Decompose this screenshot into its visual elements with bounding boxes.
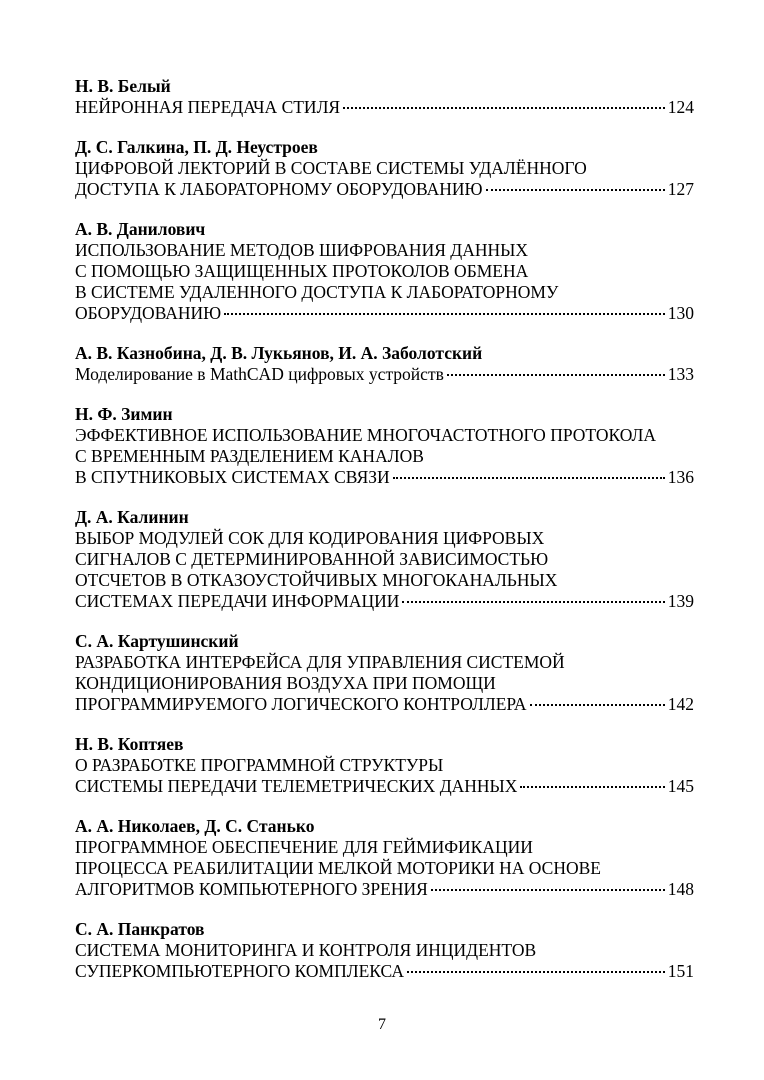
toc-entry-title-line: ВЫБОР МОДУЛЕЙ СОК ДЛЯ КОДИРОВАНИЯ ЦИФРОВЫХ <box>75 528 545 548</box>
toc-entry-title-line: НЕЙРОННАЯ ПЕРЕДАЧА СТИЛЯ <box>75 97 341 117</box>
toc-entry-title-line: ДОСТУПА К ЛАБОРАТОРНОМУ ОБОРУДОВАНИЮ <box>75 179 483 199</box>
toc-entry-title-line: В СПУТНИКОВЫХ СИСТЕМАХ СВЯЗИ <box>75 467 390 487</box>
toc-entry-last-line <box>75 879 694 900</box>
toc-entry <box>75 404 694 488</box>
toc-entry-authors: А. В. Данилович <box>75 219 206 239</box>
toc-entry-title-line: ПРОЦЕССА РЕАБИЛИТАЦИИ МЕЛКОЙ МОТОРИКИ НА ОСНОВЕ <box>75 858 601 878</box>
toc-entry-page-number: 127 <box>667 179 694 199</box>
toc-entry-title-line: С ПОМОЩЬЮ ЗАЩИЩЕННЫХ ПРОТОКОЛОВ ОБМЕНА <box>75 261 529 281</box>
toc-entry-authors: Д. А. Калинин <box>75 507 189 527</box>
toc-entry <box>75 343 694 385</box>
dot-leader <box>343 107 665 109</box>
toc-entry-authors: С. А. Картушинский <box>75 631 239 651</box>
toc-entry-title-line: С ВРЕМЕННЫМ РАЗДЕЛЕНИЕМ КАНАЛОВ <box>75 446 424 466</box>
toc-entry <box>75 631 694 715</box>
toc-entry-page-number: 130 <box>667 303 694 323</box>
toc-entry-title-line: ЭФФЕКТИВНОЕ ИСПОЛЬЗОВАНИЕ МНОГОЧАСТОТНОГО ПРОТОКОЛА <box>75 425 657 445</box>
toc-entry-title-line: АЛГОРИТМОВ КОМПЬЮТЕРНОГО ЗРЕНИЯ <box>75 879 428 899</box>
dot-leader <box>520 786 664 788</box>
toc-entry-page-number: 151 <box>667 961 694 981</box>
toc-entry-authors: Н. В. Белый <box>75 76 171 96</box>
dot-leader <box>530 704 665 706</box>
dot-leader <box>402 601 664 603</box>
toc-entry <box>75 219 694 324</box>
toc-entry-title-line: СУПЕРКОМПЬЮТЕРНОГО КОМПЛЕКСА <box>75 961 404 981</box>
toc-entry <box>75 919 694 982</box>
dot-leader <box>407 971 665 973</box>
toc-entry-title-line: СИГНАЛОВ С ДЕТЕРМИНИРОВАННОЙ ЗАВИСИМОСТЬЮ <box>75 549 549 569</box>
table-of-contents <box>75 76 694 1001</box>
toc-entry-authors: А. В. Казнобина, Д. В. Лукьянов, И. А. Заболотский <box>75 343 483 363</box>
toc-entry-last-line <box>75 97 694 118</box>
dot-leader <box>393 477 665 479</box>
toc-entry-last-line <box>75 303 694 324</box>
toc-entry-title-line: ОБОРУДОВАНИЮ <box>75 303 222 323</box>
toc-entry-page-number: 145 <box>667 776 694 796</box>
page-number: 7 <box>378 1016 386 1033</box>
toc-entry-last-line <box>75 776 694 797</box>
toc-entry-title-line: СИСТЕМА МОНИТОРИНГА И КОНТРОЛЯ ИНЦИДЕНТОВ <box>75 940 537 960</box>
toc-entry <box>75 507 694 612</box>
toc-entry-last-line <box>75 467 694 488</box>
toc-entry-page-number: 139 <box>667 591 694 611</box>
toc-entry-page-number: 133 <box>667 364 694 384</box>
dot-leader <box>224 313 665 315</box>
toc-entry-last-line <box>75 179 694 200</box>
toc-entry-last-line <box>75 591 694 612</box>
toc-entry-last-line <box>75 364 694 385</box>
toc-entry-title-line: ОТСЧЕТОВ В ОТКАЗОУСТОЙЧИВЫХ МНОГОКАНАЛЬНЫХ <box>75 570 558 590</box>
toc-entry-page-number: 148 <box>667 879 694 899</box>
toc-entry-page-number: 136 <box>667 467 694 487</box>
dot-leader <box>486 189 665 191</box>
toc-entry-last-line <box>75 694 694 715</box>
toc-entry-title-line: ИСПОЛЬЗОВАНИЕ МЕТОДОВ ШИФРОВАНИЯ ДАННЫХ <box>75 240 529 260</box>
toc-entry-page-number: 142 <box>667 694 694 714</box>
toc-entry-title-line: КОНДИЦИОНИРОВАНИЯ ВОЗДУХА ПРИ ПОМОЩИ <box>75 673 496 693</box>
toc-entry-authors: Д. С. Галкина, П. Д. Неустроев <box>75 137 318 157</box>
toc-entry-title-line: ЦИФРОВОЙ ЛЕКТОРИЙ В СОСТАВЕ СИСТЕМЫ УДАЛЁННОГО <box>75 158 587 178</box>
toc-entry-last-line <box>75 961 694 982</box>
toc-entry-title-line: О РАЗРАБОТКЕ ПРОГРАММНОЙ СТРУКТУРЫ <box>75 755 444 775</box>
toc-entry-authors: Н. Ф. Зимин <box>75 404 173 424</box>
toc-entry <box>75 76 694 118</box>
toc-entry-authors: С. А. Панкратов <box>75 919 205 939</box>
toc-entry-authors: А. А. Николаев, Д. С. Станько <box>75 816 315 836</box>
toc-entry <box>75 734 694 797</box>
toc-entry <box>75 137 694 200</box>
toc-entry-page-number: 124 <box>667 97 694 117</box>
toc-entry <box>75 816 694 900</box>
toc-entry-title-line: Моделирование в MathCAD цифровых устройств <box>75 364 444 384</box>
toc-entry-title-line: СИСТЕМАХ ПЕРЕДАЧИ ИНФОРМАЦИИ <box>75 591 400 611</box>
dot-leader <box>431 889 665 891</box>
dot-leader <box>447 374 665 376</box>
toc-entry-title-line: В СИСТЕМЕ УДАЛЕННОГО ДОСТУПА К ЛАБОРАТОРНОМУ <box>75 282 559 302</box>
toc-entry-authors: Н. В. Коптяев <box>75 734 184 754</box>
toc-entry-title-line: СИСТЕМЫ ПЕРЕДАЧИ ТЕЛЕМЕТРИЧЕСКИХ ДАННЫХ <box>75 776 518 796</box>
toc-entry-title-line: ПРОГРАММНОЕ ОБЕСПЕЧЕНИЕ ДЛЯ ГЕЙМИФИКАЦИИ <box>75 837 533 857</box>
toc-entry-title-line: ПРОГРАММИРУЕМОГО ЛОГИЧЕСКОГО КОНТРОЛЛЕРА <box>75 694 527 714</box>
toc-entry-title-line: РАЗРАБОТКА ИНТЕРФЕЙСА ДЛЯ УПРАВЛЕНИЯ СИСТЕМОЙ <box>75 652 565 672</box>
